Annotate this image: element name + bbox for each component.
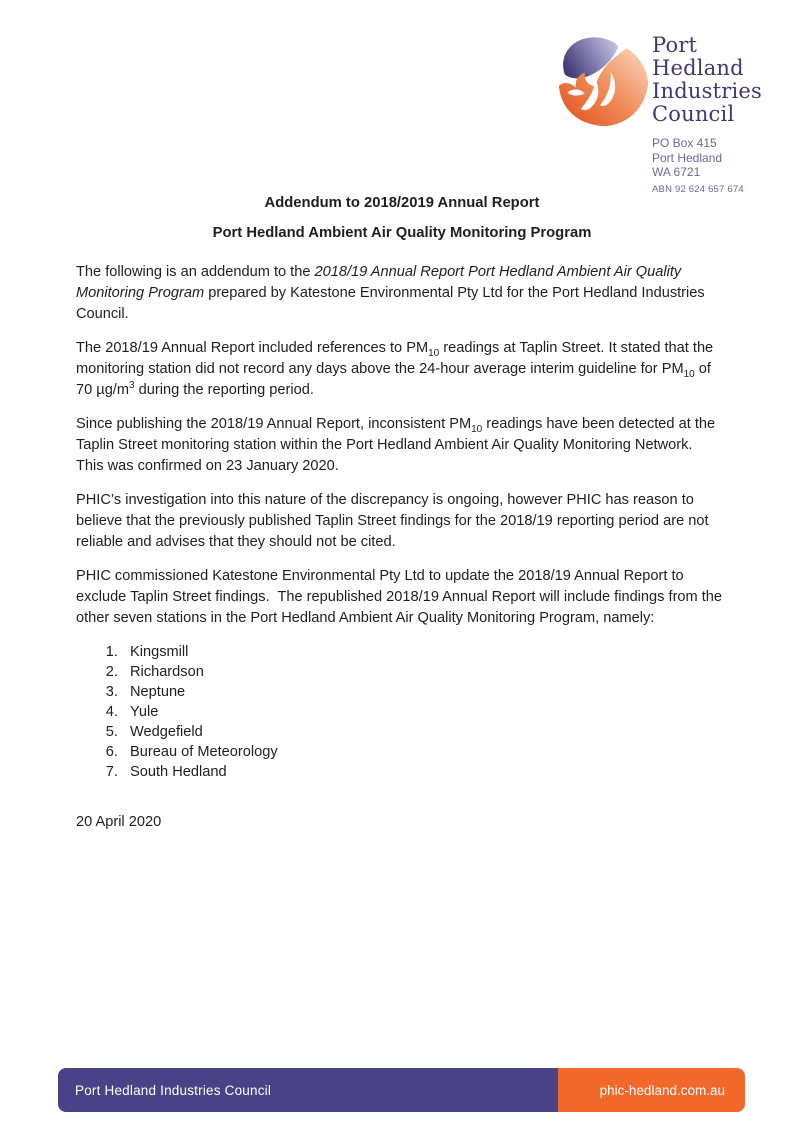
letterhead — [0, 0, 800, 195]
abn-line: ABN 92 624 657 674 — [652, 183, 744, 195]
phic-flame-logo-icon — [556, 33, 652, 129]
logo-word-line: Hedland — [652, 56, 744, 80]
station-list-item: 7. South Hedland — [122, 762, 728, 782]
station-list-item: 1. Kingsmill — [122, 642, 728, 662]
letter-body — [76, 193, 728, 848]
footer-org-name: Port Hedland Industries Council — [58, 1068, 558, 1112]
station-list-item: 6. Bureau of Meteorology — [122, 742, 728, 762]
paragraph-inconsistent-readings: Since publishing the 2018/19 Annual Report, inconsistent $PM_{10}$ readings have been detected at the Taplin Street monitoring station within the Port Hedland Ambient Air Quality Monitoring Network. This was confirmed on 23 January 2020. — [76, 416, 719, 474]
station-list-item: 5. Wedgefield — [122, 722, 728, 742]
paragraph-investigation: PHIC’s investigation into this nature of the discrepancy is ongoing, however PHIC has reason to believe that the previously published Taplin Street findings for the 2018/19 reporting period are not reliable and advises that they should not be cited. — [76, 492, 713, 550]
letter-date: 20 April 2020 — [76, 814, 162, 830]
logo-word-line: Port — [652, 33, 698, 57]
address-line: Port Hedland — [652, 150, 723, 165]
address-line: WA 6721 — [652, 165, 701, 179]
logo-wordmark — [652, 34, 762, 126]
logo-word-line: Council — [652, 102, 735, 126]
address-line: PO Box 415 — [652, 136, 717, 150]
address-block — [652, 136, 744, 197]
station-list — [76, 642, 728, 782]
paragraph-republish: PHIC commissioned Katestone Environmental Pty Ltd to update the 2018/19 Annual Report to exclude Taplin Street findings. The republished 2018/19 Annual Report will include findings from the other seven stations in the Port Hedland Ambient Air Quality Monitoring Program, namely: — [76, 568, 727, 626]
footer-website-link[interactable]: phic-hedland.com.au — [558, 1068, 745, 1112]
logo-word-line: Industries — [652, 79, 762, 103]
paragraph-intro: The following is an addendum to the 2018/19 Annual Report Port Hedland Ambient Air Quality Monitoring Program prepared by Katestone Environmental Pty Ltd for the Port Hedland Industries Council. — [76, 264, 709, 322]
document-subtitle: Port Hedland Ambient Air Quality Monitoring Program — [212, 225, 592, 241]
footer-bar — [58, 1068, 745, 1112]
station-list-item: 3. Neptune — [122, 682, 728, 702]
station-list-item: 2. Richardson — [122, 662, 728, 682]
station-list-item: 4. Yule — [122, 702, 728, 722]
paragraph-pm10-reference: The 2018/19 Annual Report included references to $PM_{10}$ readings at Taplin Street. It stated that the monitoring station did not record any days above the 24-hour average interim guideline for $PM_{10}$ of 70 $\mu g/m^3$ during the reporting period. — [76, 340, 718, 398]
document-title: Addendum to 2018/2019 Annual Report — [264, 195, 540, 211]
